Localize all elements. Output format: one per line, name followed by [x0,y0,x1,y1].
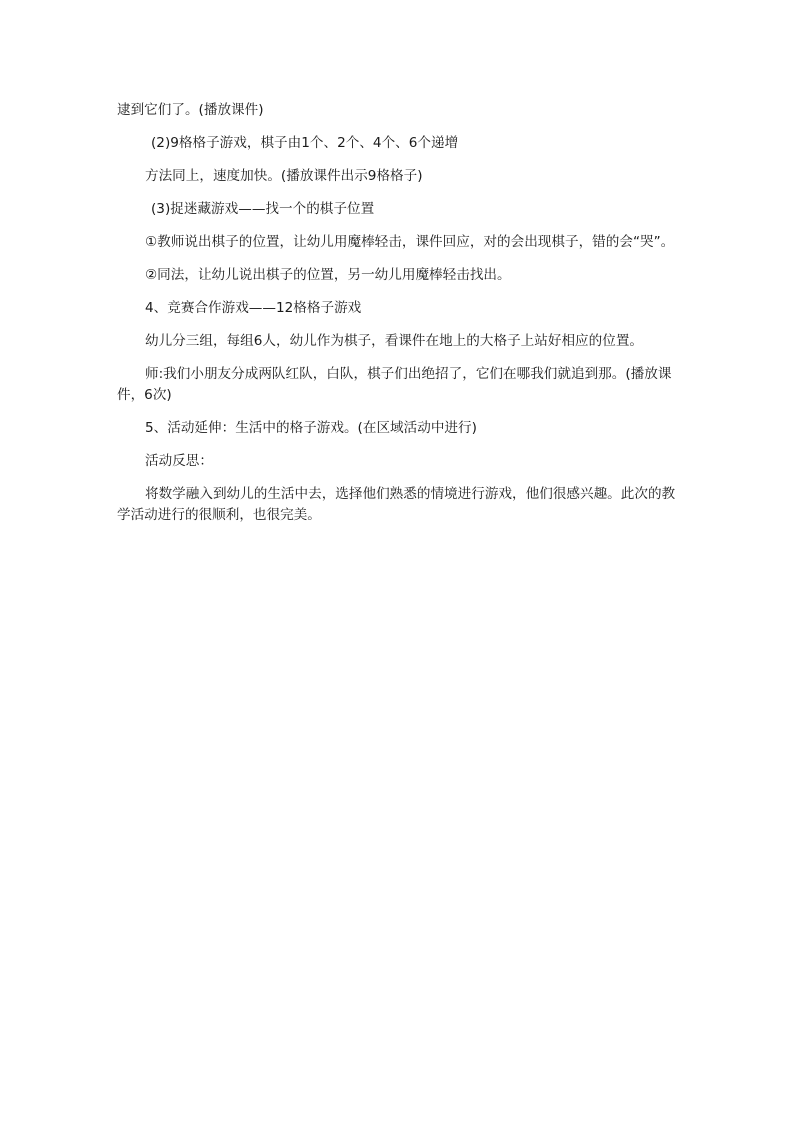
paragraph-reflection: 将数学融入到幼儿的生活中去，选择他们熟悉的情境进行游戏，他们很感兴趣。此次的教学活动进行的很顺利，也很完美。 [117,486,676,523]
paragraph-game-9-grid: (2)9格格子游戏，棋子由1个、2个、4个、6个递增 [151,135,459,151]
paragraph-teacher: 师:我们小朋友分成两队红队，白队，棋子们出绝招了，它们在哪我们就追到那。(播放课件，6次) [117,366,672,403]
paragraph-reflection-heading: 活动反思： [145,453,213,469]
paragraph-step-1: ①教师说出棋子的位置，让幼儿用魔棒轻击，课件回应，对的会出现棋子，错的会“哭”。 [145,234,675,250]
paragraph-hide-and-seek: (3)捉迷藏游戏——找一个的棋子位置 [151,201,375,217]
document-body [117,100,682,538]
paragraph-method: 方法同上，速度加快。(播放课件出示9格格子) [145,168,423,184]
paragraph-continuation: 逮到它们了。(播放课件) [117,102,264,118]
paragraph-step-2: ②同法，让幼儿说出棋子的位置，另一幼儿用魔棒轻击找出。 [145,267,511,283]
paragraph-groups: 幼儿分三组，每组6人，幼儿作为棋子，看课件在地上的大格子上站好相应的位置。 [145,333,644,349]
paragraph-competition-game: 4、竞赛合作游戏——12格格子游戏 [145,300,362,316]
paragraph-extension: 5、活动延伸：生活中的格子游戏。(在区域活动中进行) [145,420,477,436]
